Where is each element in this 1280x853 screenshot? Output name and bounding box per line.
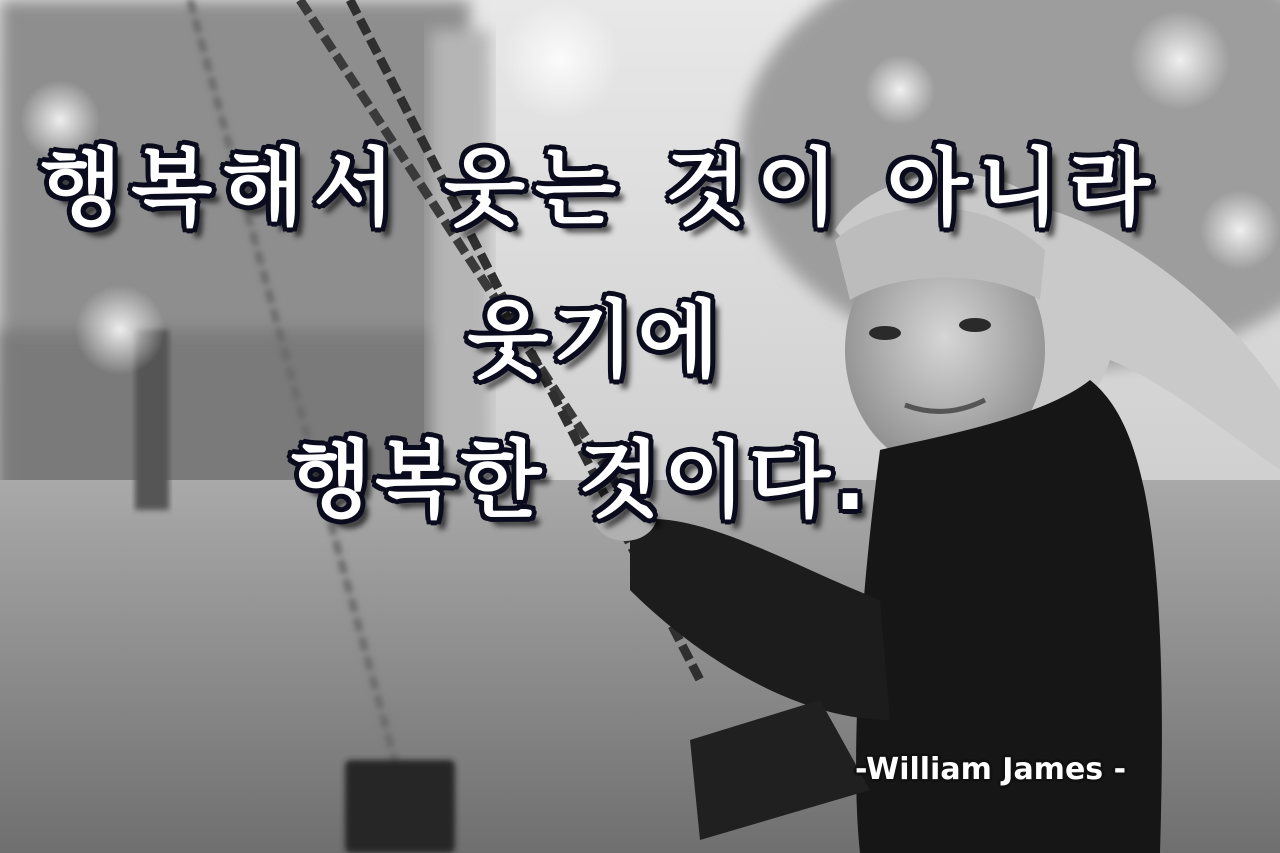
quote-line-3: 행복한 것이다. xyxy=(290,431,871,529)
quote-line-1: 행복해서 웃는 것이 아니라 xyxy=(40,139,1161,237)
attribution-text: -William James - xyxy=(855,752,1127,787)
quote-line-2: 웃기에 xyxy=(467,291,723,389)
